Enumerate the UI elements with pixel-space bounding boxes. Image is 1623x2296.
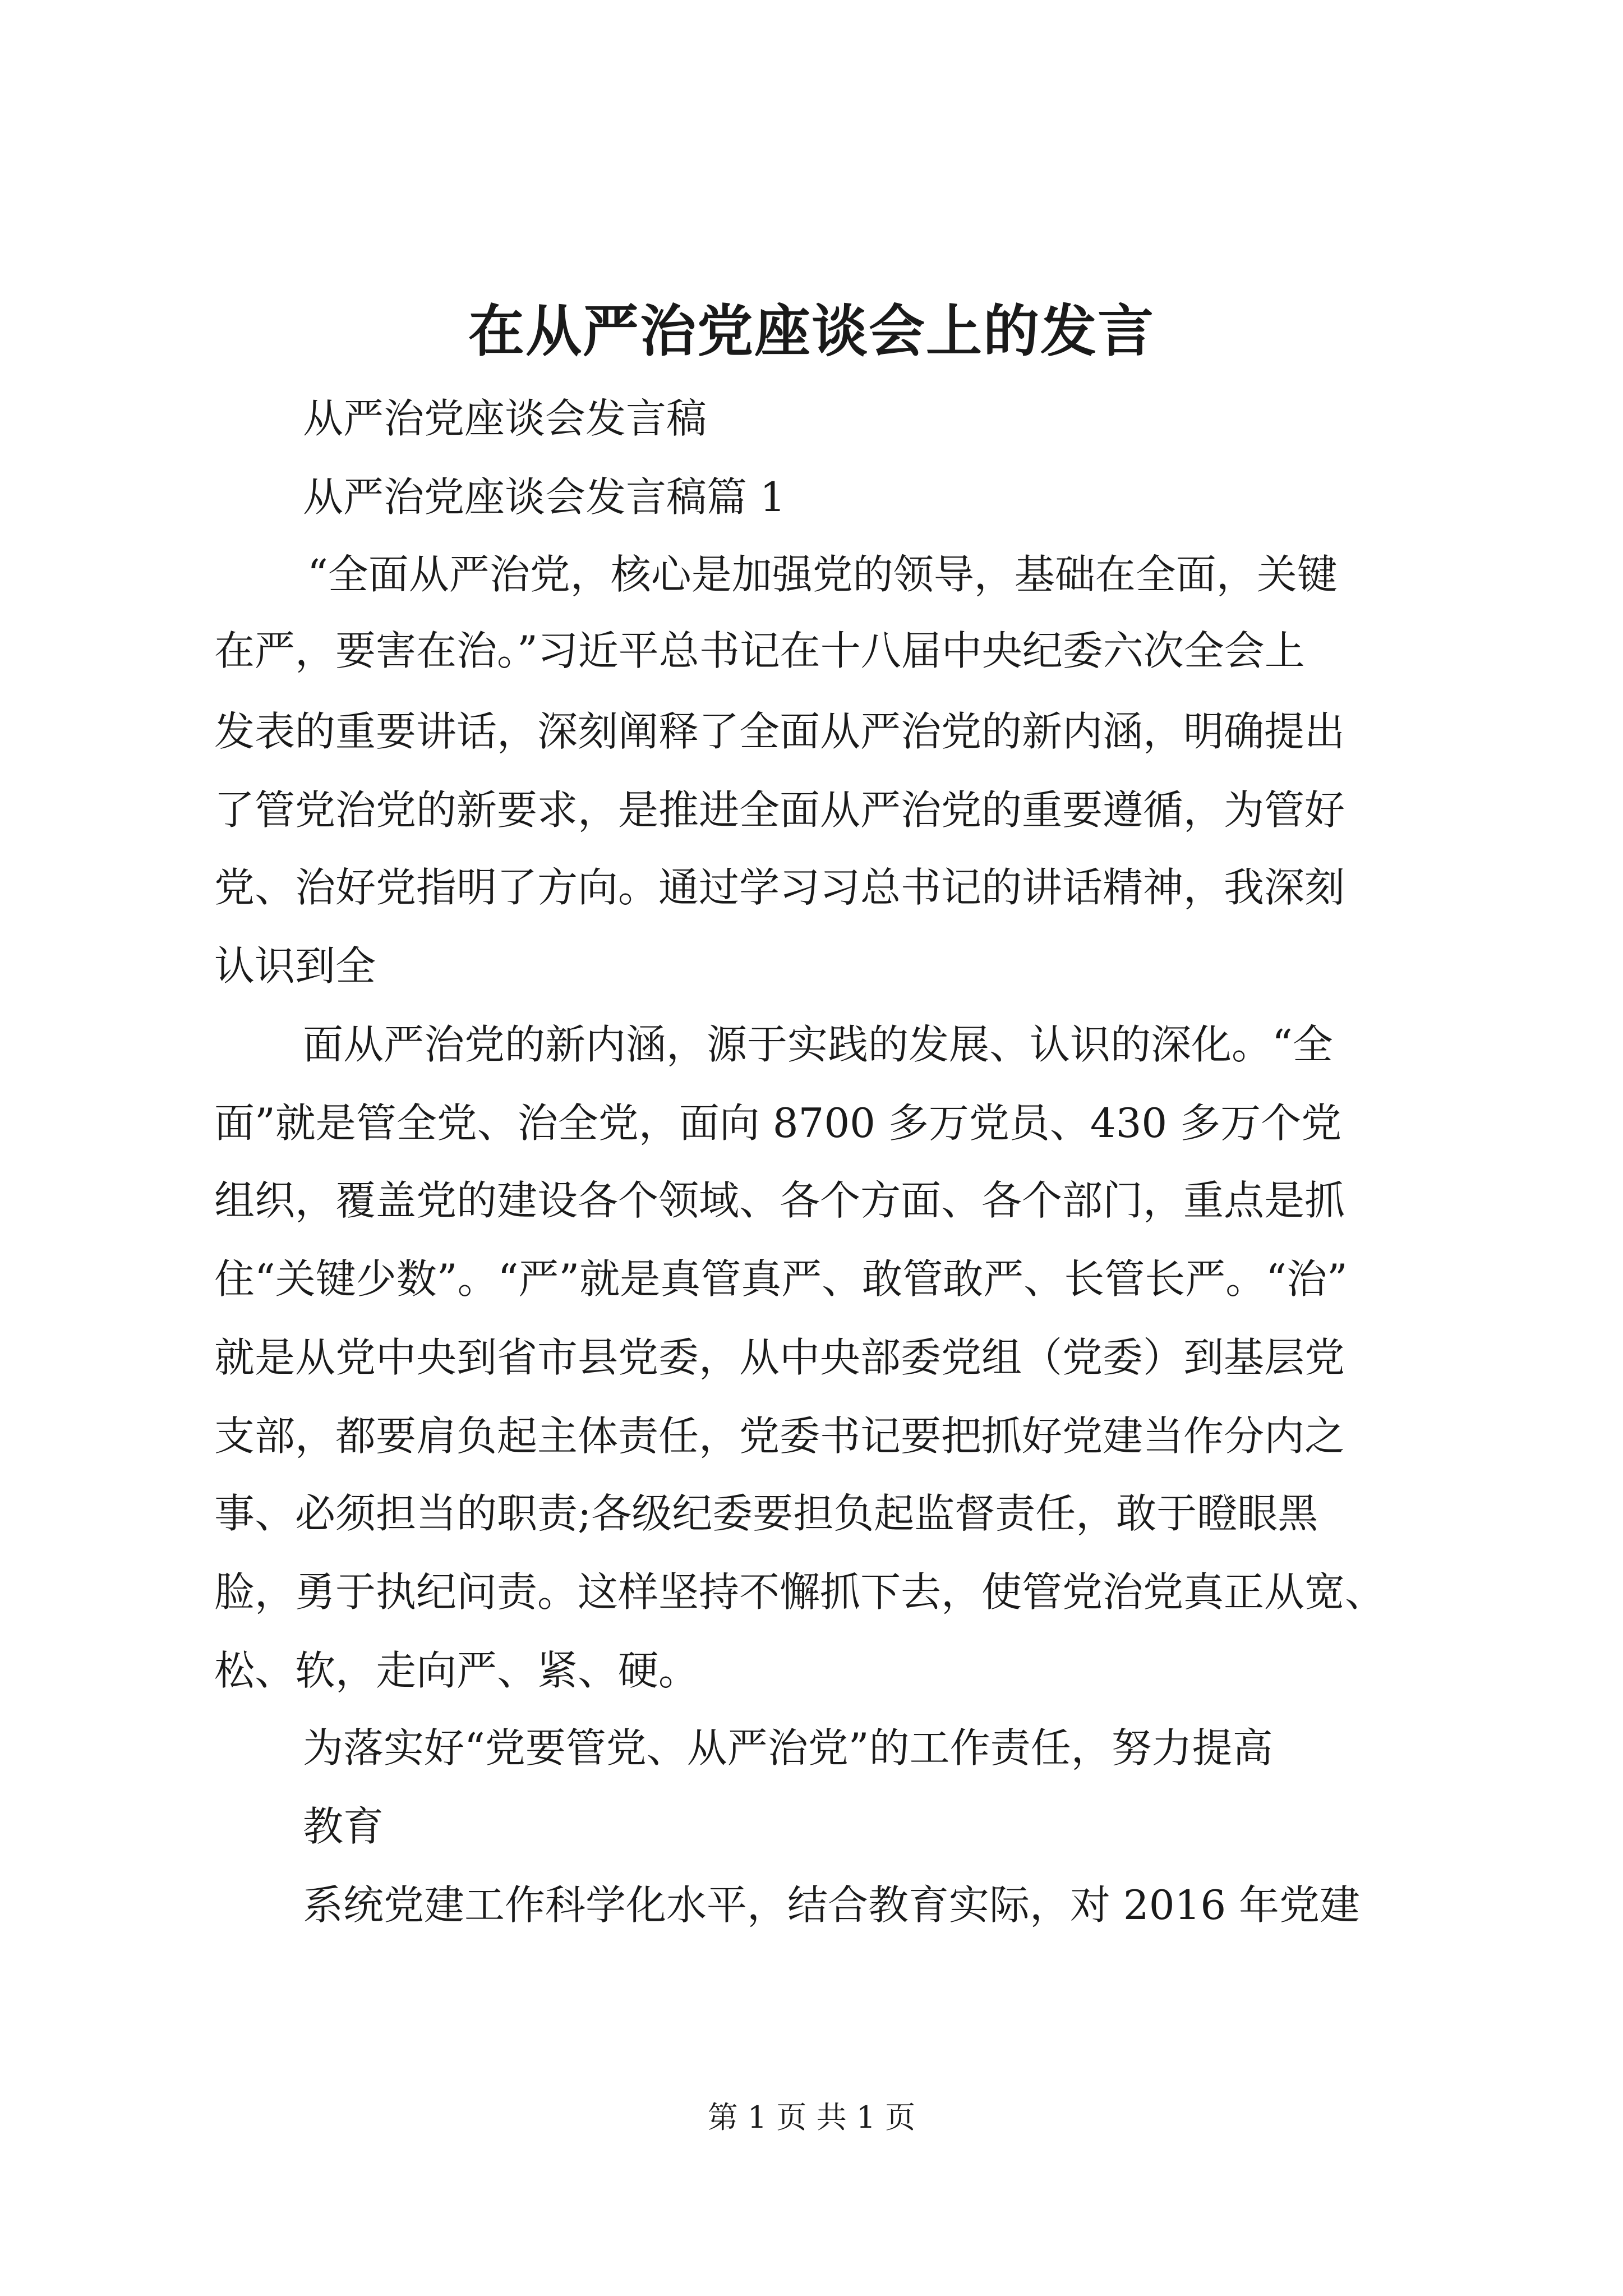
paragraph-line: “全面从严治党，核心是加强党的领导，基础在全面，关键 [307, 551, 1338, 598]
paragraph-line: 认识到全 [214, 942, 376, 990]
paragraph-line: 面”就是管全党、治全党，面向 8700 多万党员、430 多万个党 [214, 1099, 1342, 1147]
paragraph-line: 了管党治党的新要求，是推进全面从严治党的重要遵循，为管好 [214, 786, 1345, 834]
paragraph-line: 发表的重要讲话，深刻阐释了全面从严治党的新内涵，明确提出 [214, 708, 1345, 755]
paragraph-line: 住“关键少数”。“严”就是真管真严、敢管敢严、长管长严。“治” [214, 1255, 1348, 1303]
paragraph-line: 事、必须担当的职责;各级纪委要担负起监督责任，敢于瞪眼黑 [214, 1490, 1318, 1537]
paragraph-line: 党、治好党指明了方向。通过学习习总书记的讲话精神，我深刻 [214, 864, 1345, 911]
paragraph-line: 面从严治党的新内涵，源于实践的发展、认识的深化。“全 [303, 1021, 1333, 1068]
paragraph-line: 就是从党中央到省市县党委，从中央部委党组（党委）到基层党 [214, 1334, 1345, 1381]
paragraph-line: 脸，勇于执纪问责。这样坚持不懈抓下去，使管党治党真正从宽、 [214, 1568, 1386, 1616]
paragraph-line: 组织，覆盖党的建设各个领域、各个方面、各个部门，重点是抓 [214, 1177, 1345, 1224]
paragraph-line: 松、软，走向严、紧、硬。 [214, 1647, 699, 1694]
document-title: 在从严治党座谈会上的发言 [468, 298, 1155, 364]
subtitle-line: 从严治党座谈会发言稿篇 1 [303, 473, 786, 521]
paragraph-line: 为落实好“党要管党、从严治党”的工作责任，努力提高 [303, 1724, 1273, 1772]
subtitle-line: 从严治党座谈会发言稿 [303, 395, 707, 442]
paragraph-line: 教育 [303, 1803, 384, 1850]
paragraph-line: 系统党建工作科学化水平，结合教育实际，对 2016 年党建 [303, 1881, 1361, 1929]
paragraph-line: 在严，要害在治。”习近平总书记在十八届中央纪委六次全会上 [214, 627, 1305, 674]
page-footer: 第 1 页 共 1 页 [707, 2100, 916, 2135]
paragraph-line: 支部，都要肩负起主体责任，党委书记要把抓好党建当作分内之 [214, 1412, 1345, 1460]
